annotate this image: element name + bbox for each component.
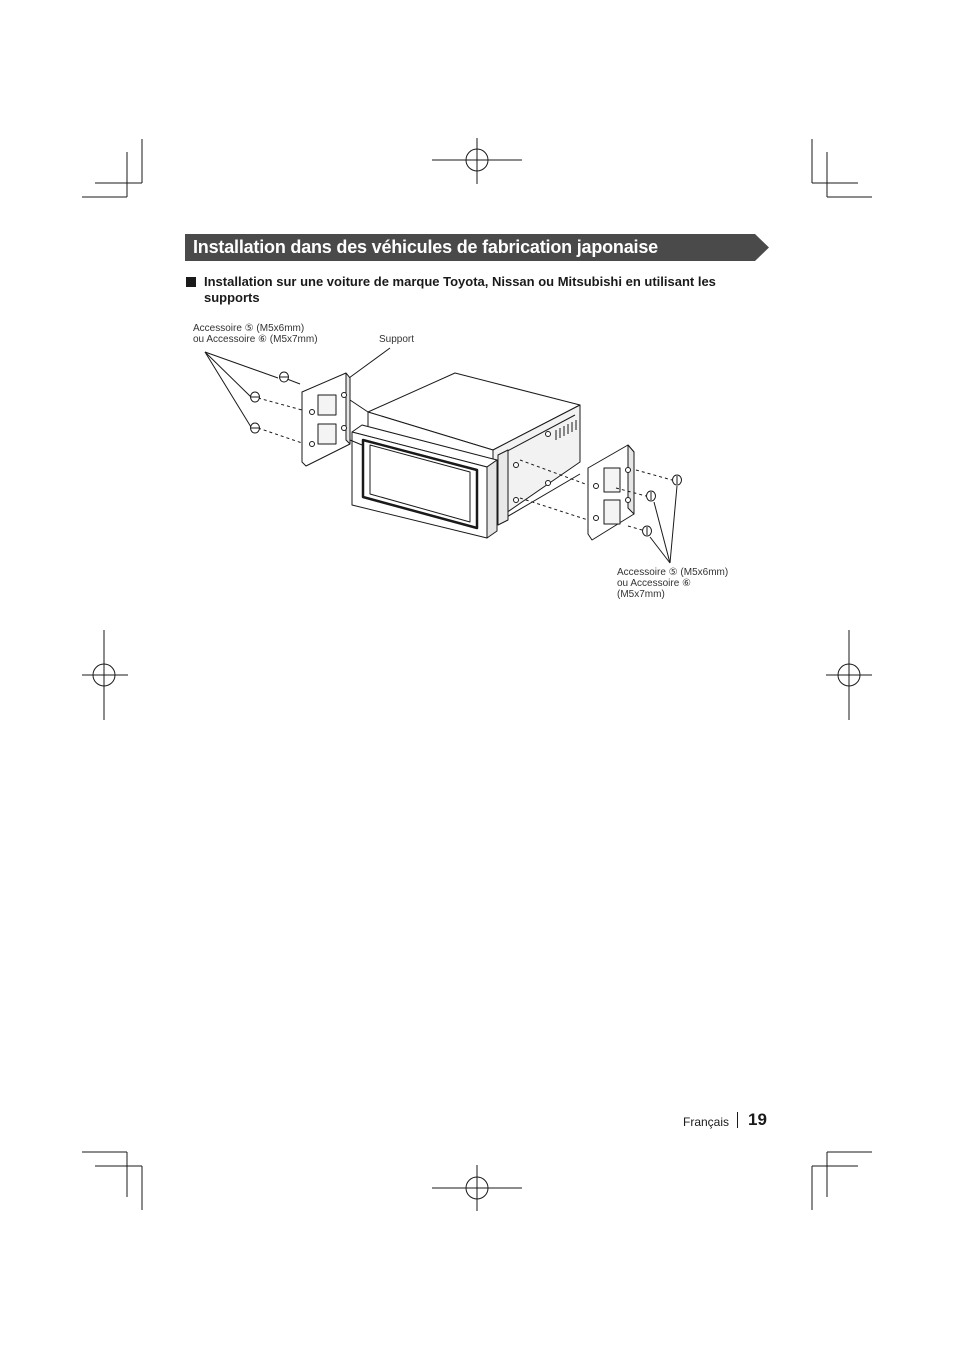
footer-separator <box>737 1112 738 1128</box>
footer-language: Français <box>683 1115 730 1129</box>
subsection-heading <box>186 274 746 306</box>
installation-diagram <box>180 320 700 570</box>
label-accessory-bottom-right-line2: ou Accessoire ⑥ <box>617 578 691 589</box>
screw-left-top <box>280 372 301 384</box>
leader-lines-left <box>205 348 390 427</box>
screw-left-middle <box>251 392 303 410</box>
section-title-bar <box>185 234 769 261</box>
subsection-title: Installation sur une voiture de marque Toyota, Nissan ou Mitsubishi en utilisant les supports <box>204 274 716 305</box>
label-accessory-bottom-right-line1: Accessoire ⑤ (M5x6mm) <box>617 567 729 578</box>
square-bullet-icon <box>186 277 196 287</box>
screw-right-bottom <box>628 526 652 536</box>
label-accessory-top-left-line1: Accessoire ⑤ (M5x6mm) <box>193 323 305 334</box>
section-title: Installation dans des véhicules de fabrication japonaise <box>193 237 658 257</box>
screw-right-top <box>636 470 682 485</box>
label-accessory-bottom-right-line3: (M5x7mm) <box>617 589 665 600</box>
page-number: 19 <box>748 1110 767 1129</box>
screw-left-bottom <box>251 423 303 443</box>
label-accessory-top-left-line2: ou Accessoire ⑥ (M5x7mm) <box>193 334 318 345</box>
label-support: Support <box>379 334 415 345</box>
label-accessory-bottom-right <box>617 567 728 600</box>
